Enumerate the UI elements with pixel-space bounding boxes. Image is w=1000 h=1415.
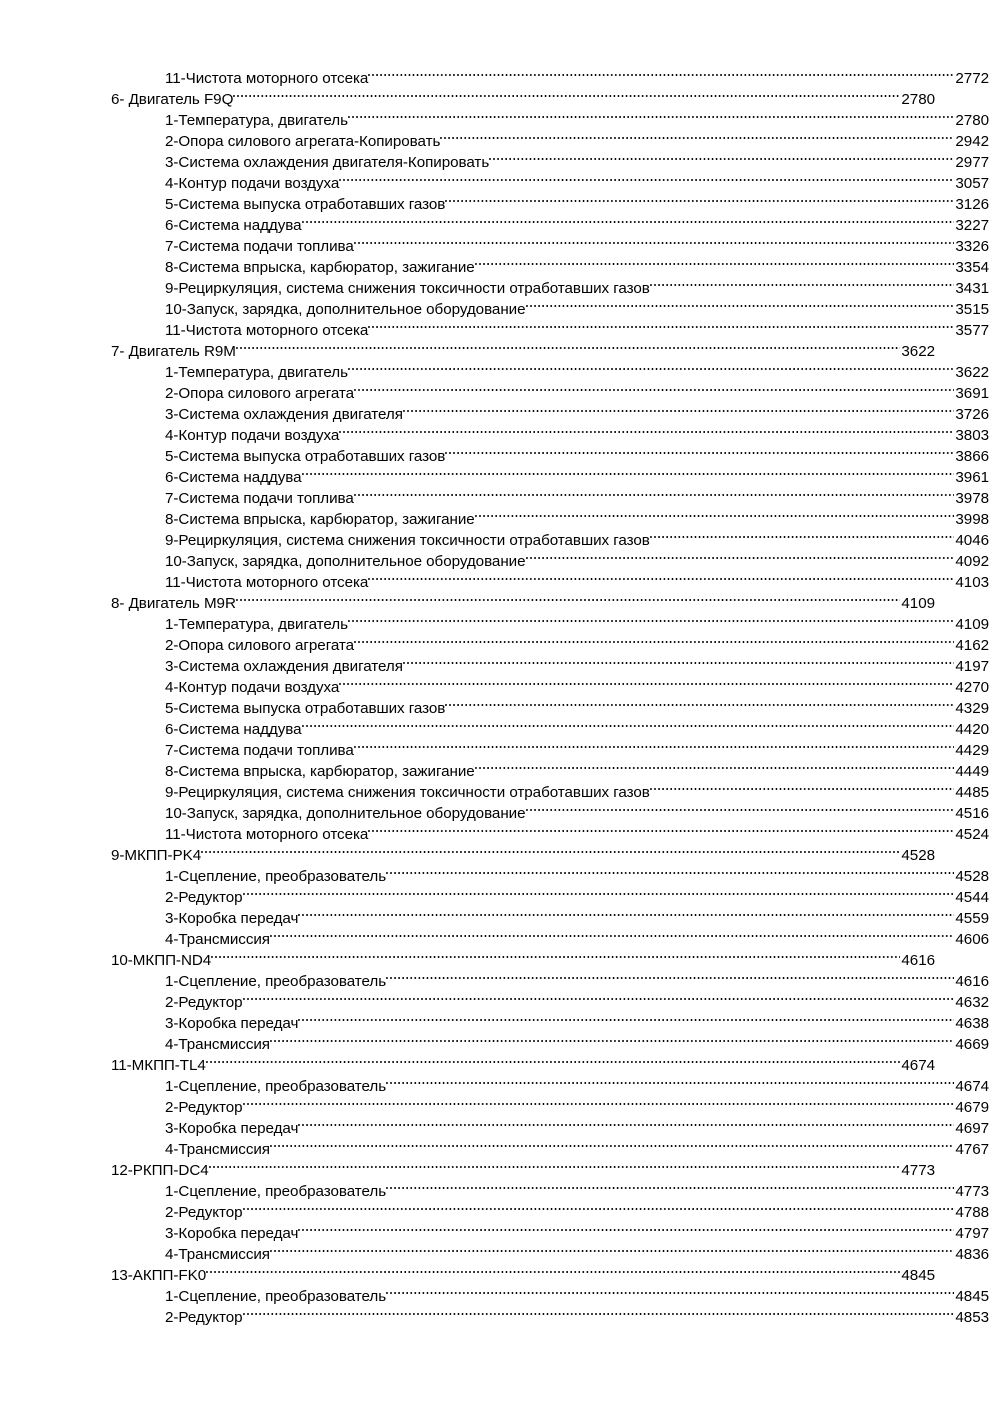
toc-entry-page-number: 3961 bbox=[955, 469, 989, 486]
toc-entry-page-number: 3691 bbox=[955, 385, 989, 402]
dot-leader bbox=[348, 104, 954, 125]
toc-entry-page-number: 3126 bbox=[955, 196, 989, 213]
toc-entry-title: 8-Система впрыска, карбюратор, зажигание bbox=[165, 511, 475, 528]
dot-leader bbox=[386, 1280, 954, 1301]
toc-entry[interactable] bbox=[111, 1196, 989, 1221]
dot-leader bbox=[354, 377, 954, 398]
toc-entry-title: 13-АКПП-FK0 bbox=[111, 1267, 207, 1284]
toc-entry-title: 5-Система выпуска отработавших газов bbox=[165, 448, 446, 465]
toc-entry-title: 1-Сцепление, преобразователь bbox=[165, 868, 387, 885]
toc-entry-title: 10-МКПП-ND4 bbox=[111, 952, 212, 969]
toc-entry-page-number: 4674 bbox=[901, 1057, 935, 1074]
toc-entry-page-number: 4516 bbox=[955, 805, 989, 822]
dot-leader bbox=[206, 1049, 901, 1070]
toc-entry[interactable] bbox=[111, 902, 989, 927]
toc-entry-title: 2-Редуктор bbox=[165, 889, 243, 906]
dot-leader bbox=[475, 251, 955, 272]
toc-entry-page-number: 3866 bbox=[955, 448, 989, 465]
toc-entry-page-number: 4528 bbox=[901, 847, 935, 864]
toc-entry-page-number: 4845 bbox=[901, 1267, 935, 1284]
toc-entry-page-number: 4162 bbox=[955, 637, 989, 654]
toc-entry-page-number: 3227 bbox=[955, 217, 989, 234]
dot-leader bbox=[526, 293, 955, 314]
toc-entry-title: 6-Система наддува bbox=[165, 721, 302, 738]
toc-entry-title: 5-Система выпуска отработавших газов bbox=[165, 700, 446, 717]
toc-entry-page-number: 2772 bbox=[955, 70, 989, 87]
toc-entry-title: 2-Опора силового агрегата-Копировать bbox=[165, 133, 441, 150]
toc-entry-page-number: 3515 bbox=[955, 301, 989, 318]
toc-entry-title: 2-Редуктор bbox=[165, 994, 243, 1011]
toc-entry-page-number: 4046 bbox=[955, 532, 989, 549]
dot-leader bbox=[302, 713, 955, 734]
toc-entry[interactable] bbox=[111, 104, 989, 129]
toc-entry-page-number: 3326 bbox=[955, 238, 989, 255]
dot-leader bbox=[475, 755, 955, 776]
dot-leader bbox=[526, 797, 955, 818]
dot-leader bbox=[243, 1196, 955, 1217]
toc-entry-title: 11-Чистота моторного отсека bbox=[165, 574, 369, 591]
toc-entry-title: 3-Коробка передач bbox=[165, 1225, 299, 1242]
toc-entry[interactable] bbox=[111, 1112, 989, 1137]
dot-leader bbox=[211, 944, 900, 965]
toc-entry-page-number: 4103 bbox=[955, 574, 989, 591]
toc-entry-page-number: 4674 bbox=[955, 1078, 989, 1095]
toc-entry-title: 10-Запуск, зарядка, дополнительное оборудование bbox=[165, 805, 526, 822]
dot-leader bbox=[354, 734, 955, 755]
toc-entry-title: 1-Сцепление, преобразователь bbox=[165, 1183, 387, 1200]
toc-entry-title: 1-Температура, двигатель bbox=[165, 112, 348, 129]
toc-entry[interactable] bbox=[111, 1259, 935, 1284]
toc-entry-title: 2-Редуктор bbox=[165, 1309, 243, 1326]
toc-entry-title: 5-Система выпуска отработавших газов bbox=[165, 196, 446, 213]
toc-entry-page-number: 4836 bbox=[955, 1246, 989, 1263]
toc-entry-title: 4-Контур подачи воздуха bbox=[165, 679, 340, 696]
toc-entry-page-number: 4788 bbox=[955, 1204, 989, 1221]
toc-entry-title: 4-Контур подачи воздуха bbox=[165, 427, 340, 444]
toc-entry-page-number: 4524 bbox=[955, 826, 989, 843]
toc-entry-page-number: 3577 bbox=[955, 322, 989, 339]
toc-entry-title: 2-Редуктор bbox=[165, 1204, 243, 1221]
toc-entry-title: 2-Опора силового агрегата bbox=[165, 637, 355, 654]
toc-entry-page-number: 4449 bbox=[955, 763, 989, 780]
toc-entry[interactable] bbox=[111, 986, 989, 1011]
dot-leader bbox=[445, 440, 954, 461]
toc-entry-title: 1-Сцепление, преобразователь bbox=[165, 1288, 387, 1305]
dot-leader bbox=[298, 902, 954, 923]
toc-entry-page-number: 3803 bbox=[955, 427, 989, 444]
dot-leader bbox=[236, 587, 901, 608]
toc-entry-title: 3-Система охлаждения двигателя bbox=[165, 658, 403, 675]
toc-entry-page-number: 3431 bbox=[955, 280, 989, 297]
dot-leader bbox=[201, 839, 900, 860]
dot-leader bbox=[445, 188, 954, 209]
toc-entry[interactable] bbox=[111, 356, 989, 381]
dot-leader bbox=[302, 209, 955, 230]
toc-entry-page-number: 4429 bbox=[955, 742, 989, 759]
toc-entry-title: 10-Запуск, зарядка, дополнительное оборудование bbox=[165, 301, 526, 318]
dot-leader bbox=[368, 818, 954, 839]
toc-entry[interactable] bbox=[111, 860, 989, 885]
toc-entry-page-number: 2942 bbox=[955, 133, 989, 150]
toc-entry[interactable] bbox=[111, 1301, 989, 1326]
toc-entry[interactable] bbox=[111, 1280, 989, 1305]
toc-entry[interactable] bbox=[111, 839, 935, 864]
toc-entry-page-number: 3622 bbox=[901, 343, 935, 360]
toc-entry-title: 3-Система охлаждения двигателя-Копировать bbox=[165, 154, 490, 171]
toc-entry-page-number: 2780 bbox=[955, 112, 989, 129]
dot-leader bbox=[348, 608, 954, 629]
toc-entry-page-number: 4270 bbox=[955, 679, 989, 696]
toc-entry[interactable] bbox=[111, 83, 935, 108]
toc-entry-title: 4-Трансмиссия bbox=[165, 1036, 270, 1053]
toc-entry-title: 3-Коробка передач bbox=[165, 1120, 299, 1137]
toc-entry-page-number: 4109 bbox=[955, 616, 989, 633]
dot-leader bbox=[270, 1238, 954, 1259]
dot-leader bbox=[403, 398, 955, 419]
dot-leader bbox=[386, 860, 954, 881]
toc-entry-title: 1-Сцепление, преобразователь bbox=[165, 1078, 387, 1095]
toc-entry-page-number: 4797 bbox=[955, 1225, 989, 1242]
dot-leader bbox=[298, 1112, 954, 1133]
toc-entry-page-number: 3057 bbox=[955, 175, 989, 192]
toc-entry-title: 7-Система подачи топлива bbox=[165, 490, 354, 507]
dot-leader bbox=[270, 923, 954, 944]
toc-entry-title: 4-Трансмиссия bbox=[165, 1246, 270, 1263]
toc-entry-page-number: 2977 bbox=[955, 154, 989, 171]
toc-entry[interactable] bbox=[111, 1175, 989, 1200]
toc-entry[interactable] bbox=[111, 1154, 935, 1179]
toc-entry-page-number: 4109 bbox=[901, 595, 935, 612]
toc-entry-page-number: 3726 bbox=[955, 406, 989, 423]
dot-leader bbox=[270, 1133, 954, 1154]
toc-entry-page-number: 4632 bbox=[955, 994, 989, 1011]
toc-entry-title: 9-Рециркуляция, система снижения токсичности отработавших газов bbox=[165, 280, 650, 297]
dot-leader bbox=[354, 629, 954, 650]
dot-leader bbox=[339, 671, 954, 692]
toc-entry-page-number: 4485 bbox=[955, 784, 989, 801]
toc-entry-title: 10-Запуск, зарядка, дополнительное оборудование bbox=[165, 553, 526, 570]
toc-entry-title: 8-Система впрыска, карбюратор, зажигание bbox=[165, 259, 475, 276]
dot-leader bbox=[298, 1007, 954, 1028]
toc-entry[interactable] bbox=[111, 1070, 989, 1095]
dot-leader bbox=[368, 62, 954, 83]
toc-entry-page-number: 4616 bbox=[955, 973, 989, 990]
dot-leader bbox=[650, 524, 955, 545]
toc-entry-title: 11-Чистота моторного отсека bbox=[165, 322, 369, 339]
toc-entry-page-number: 4773 bbox=[955, 1183, 989, 1200]
toc-entry[interactable] bbox=[111, 1049, 935, 1074]
dot-leader bbox=[339, 419, 954, 440]
toc-entry-page-number: 3354 bbox=[955, 259, 989, 276]
toc-entry-title: 8- Двигатель M9R bbox=[111, 595, 236, 612]
toc-entry-title: 8-Система впрыска, карбюратор, зажигание bbox=[165, 763, 475, 780]
toc-entry[interactable] bbox=[111, 1091, 989, 1116]
toc-entry-title: 3-Система охлаждения двигателя bbox=[165, 406, 403, 423]
toc-entry[interactable] bbox=[111, 1007, 989, 1032]
toc-entry-page-number: 4092 bbox=[955, 553, 989, 570]
dot-leader bbox=[243, 986, 955, 1007]
dot-leader bbox=[440, 125, 954, 146]
toc-entry-title: 1-Температура, двигатель bbox=[165, 616, 348, 633]
toc-entry-page-number: 4773 bbox=[901, 1162, 935, 1179]
toc-entry-title: 6-Система наддува bbox=[165, 469, 302, 486]
dot-leader bbox=[368, 566, 954, 587]
dot-leader bbox=[339, 167, 954, 188]
dot-leader bbox=[445, 692, 954, 713]
toc-entry-title: 11-Чистота моторного отсека bbox=[165, 826, 369, 843]
toc-entry-title: 1-Температура, двигатель bbox=[165, 364, 348, 381]
dot-leader bbox=[270, 1028, 954, 1049]
toc-entry-page-number: 4845 bbox=[955, 1288, 989, 1305]
dot-leader bbox=[233, 83, 900, 104]
toc-entry-page-number: 4679 bbox=[955, 1099, 989, 1116]
dot-leader bbox=[386, 1175, 954, 1196]
toc-entry-title: 7-Система подачи топлива bbox=[165, 742, 354, 759]
dot-leader bbox=[243, 1091, 955, 1112]
toc-entry-page-number: 4606 bbox=[955, 931, 989, 948]
toc-entry-page-number: 4638 bbox=[955, 1015, 989, 1032]
toc-entry-title: 11-МКПП-TL4 bbox=[111, 1057, 206, 1074]
dot-leader bbox=[243, 881, 955, 902]
toc-entry-title: 7- Двигатель R9M bbox=[111, 343, 236, 360]
toc-entry[interactable] bbox=[111, 944, 935, 969]
toc-entry-title: 7-Система подачи топлива bbox=[165, 238, 354, 255]
toc-entry-page-number: 4420 bbox=[955, 721, 989, 738]
toc-entry-page-number: 4544 bbox=[955, 889, 989, 906]
dot-leader bbox=[206, 1259, 900, 1280]
dot-leader bbox=[209, 1154, 901, 1175]
toc-entry-page-number: 4697 bbox=[955, 1120, 989, 1137]
toc-entry-title: 4-Трансмиссия bbox=[165, 1141, 270, 1158]
toc-entry-title: 9-Рециркуляция, система снижения токсичности отработавших газов bbox=[165, 784, 650, 801]
toc-entry-title: 6- Двигатель F9Q bbox=[111, 91, 234, 108]
toc-entry[interactable] bbox=[111, 1217, 989, 1242]
toc-entry-page-number: 4197 bbox=[955, 658, 989, 675]
toc-entry-title: 3-Коробка передач bbox=[165, 1015, 299, 1032]
toc-entry-page-number: 4669 bbox=[955, 1036, 989, 1053]
toc-entry-page-number: 4767 bbox=[955, 1141, 989, 1158]
dot-leader bbox=[650, 272, 955, 293]
toc-entry-title: 4-Трансмиссия bbox=[165, 931, 270, 948]
toc-entry-title: 1-Сцепление, преобразователь bbox=[165, 973, 387, 990]
toc-entry[interactable] bbox=[111, 965, 989, 990]
toc-entry-title: 9-Рециркуляция, система снижения токсичности отработавших газов bbox=[165, 532, 650, 549]
dot-leader bbox=[386, 1070, 954, 1091]
dot-leader bbox=[526, 545, 955, 566]
dot-leader bbox=[475, 503, 955, 524]
toc-entry-page-number: 3998 bbox=[955, 511, 989, 528]
toc-entry-page-number: 2780 bbox=[901, 91, 935, 108]
toc-entry-title: 6-Система наддува bbox=[165, 217, 302, 234]
dot-leader bbox=[298, 1217, 954, 1238]
toc-entry-page-number: 4559 bbox=[955, 910, 989, 927]
toc-entry-title: 2-Редуктор bbox=[165, 1099, 243, 1116]
dot-leader bbox=[354, 482, 955, 503]
toc-entry-page-number: 3978 bbox=[955, 490, 989, 507]
dot-leader bbox=[403, 650, 955, 671]
dot-leader bbox=[348, 356, 954, 377]
dot-leader bbox=[386, 965, 954, 986]
toc-entry[interactable] bbox=[111, 62, 989, 87]
toc-entry[interactable] bbox=[111, 608, 989, 633]
toc-entry-title: 12-РКПП-DC4 bbox=[111, 1162, 209, 1179]
dot-leader bbox=[243, 1301, 955, 1322]
toc-entry[interactable] bbox=[111, 881, 989, 906]
dot-leader bbox=[368, 314, 954, 335]
toc-entry-title: 3-Коробка передач bbox=[165, 910, 299, 927]
dot-leader bbox=[650, 776, 955, 797]
dot-leader bbox=[489, 146, 954, 167]
dot-leader bbox=[236, 335, 901, 356]
toc-entry-page-number: 3622 bbox=[955, 364, 989, 381]
toc-entry-page-number: 4528 bbox=[955, 868, 989, 885]
toc-entry-title: 11-Чистота моторного отсека bbox=[165, 70, 369, 87]
toc-entry-page-number: 4616 bbox=[901, 952, 935, 969]
toc-entry-page-number: 4329 bbox=[955, 700, 989, 717]
toc-entry-title: 4-Контур подачи воздуха bbox=[165, 175, 340, 192]
dot-leader bbox=[354, 230, 955, 251]
toc-entry-page-number: 4853 bbox=[955, 1309, 989, 1326]
toc-entry-title: 2-Опора силового агрегата bbox=[165, 385, 355, 402]
dot-leader bbox=[302, 461, 955, 482]
toc-entry-title: 9-МКПП-PK4 bbox=[111, 847, 202, 864]
table-of-contents bbox=[111, 62, 989, 1326]
